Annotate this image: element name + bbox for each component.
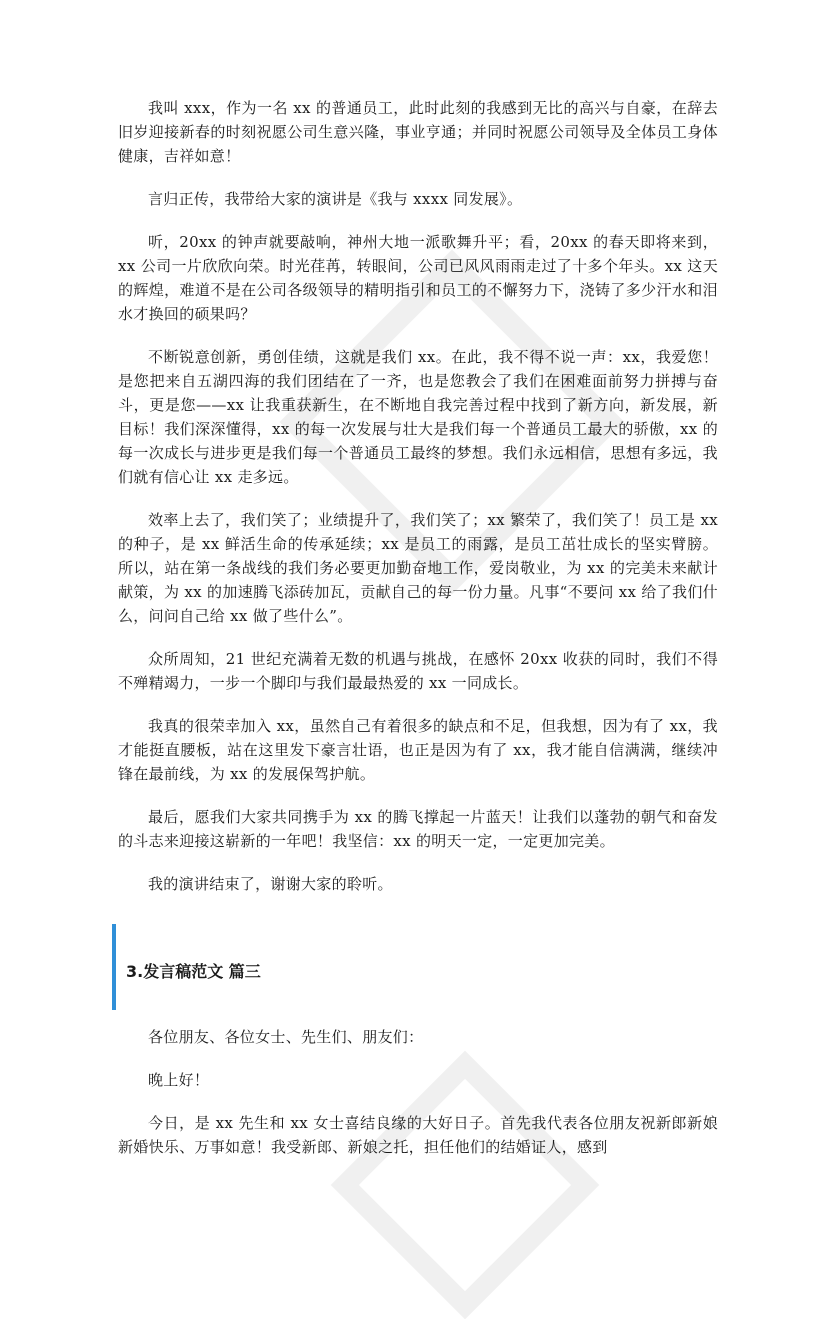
paragraph: 晚上好！ [148, 1071, 210, 1089]
paragraph: 效率上去了，我们笑了；业绩提升了，我们笑了；xx 繁荣了，我们笑了！员工是 xx 的种子，是 xx 鲜活生命的传承延续；xx 是员工的雨露，是员工茁壮成长的坚实臂膀。所以，站在第一条战线的我们务必要更加勤奋地工作，爱岗敬业，为 xx 的完美未来献计献策，为 xx 的加速腾飞添砖加瓦，贡献自己的每一份力量。凡事“不要问 xx 给了我们什么，问问自己给 xx 做了些什么”。 [118, 511, 718, 625]
heading-accent-bar [112, 924, 116, 1010]
paragraph: 我叫 xxx，作为一名 xx 的普通员工，此时此刻的我感到无比的高兴与自豪，在辞去旧岁迎接新春的时刻祝愿公司生意兴隆，事业亨通；并同时祝愿公司领导及全体员工身体健康，吉祥如意！ [118, 99, 718, 165]
document-body [118, 96, 718, 1178]
section-heading [112, 924, 718, 1005]
paragraph: 今日，是 xx 先生和 xx 女士喜结良缘的大好日子。首先我代表各位朋友祝新郎新娘新婚快乐、万事如意！我受新郎、新娘之托，担任他们的结婚证人，感到 [118, 1114, 718, 1156]
paragraph: 我的演讲结束了，谢谢大家的聆听。 [148, 875, 393, 893]
paragraph: 不断锐意创新，勇创佳绩，这就是我们 xx。在此，我不得不说一声：xx，我爱您！是您把来自五湖四海的我们团结在了一齐，也是您教会了我们在困难面前努力拼搏与奋斗，更是您——xx 让我重获新生，在不断地自我完善过程中找到了新方向，新发展，新目标！我们深深懂得，xx 的每一次发展与壮大是我们每一个普通员工最大的骄傲，xx 的每一次成长与进步更是我们每一个普通员工最终的梦想。我们永远相信，思想有多远，我们就有信心让 xx 走多远。 [118, 348, 718, 486]
paragraph: 言归正传，我带给大家的演讲是《我与 xxxx 同发展》。 [148, 190, 523, 208]
paragraph: 众所周知，21 世纪充满着无数的机遇与挑战，在感怀 20xx 收获的同时，我们不得不殚精竭力，一步一个脚印与我们最最热爱的 xx 一同成长。 [118, 650, 718, 692]
paragraph: 最后，愿我们大家共同携手为 xx 的腾飞撑起一片蓝天！让我们以蓬勃的朝气和奋发的斗志来迎接这崭新的一年吧！我坚信：xx 的明天一定，一定更加完美。 [118, 808, 718, 850]
paragraph: 我真的很荣幸加入 xx，虽然自己有着很多的缺点和不足，但我想，因为有了 xx，我才能挺直腰板，站在这里发下豪言壮语，也正是因为有了 xx，我才能自信满满，继续冲锋在最前线，为 xx 的发展保驾护航。 [118, 717, 718, 783]
paragraph: 听，20xx 的钟声就要敲响，神州大地一派歌舞升平；看，20xx 的春天即将来到，xx 公司一片欣欣向荣。时光荏苒，转眼间，公司已风风雨雨走过了十多个年头。xx 这天的辉煌，难道不是在公司各级领导的精明指引和员工的不懈努力下，浇铸了多少汗水和泪水才换回的硕果吗？ [118, 233, 718, 323]
section-heading-text: 3.发言稿范文 篇三 [126, 962, 261, 981]
paragraph: 各位朋友、各位女士、先生们、朋友们： [148, 1028, 424, 1046]
